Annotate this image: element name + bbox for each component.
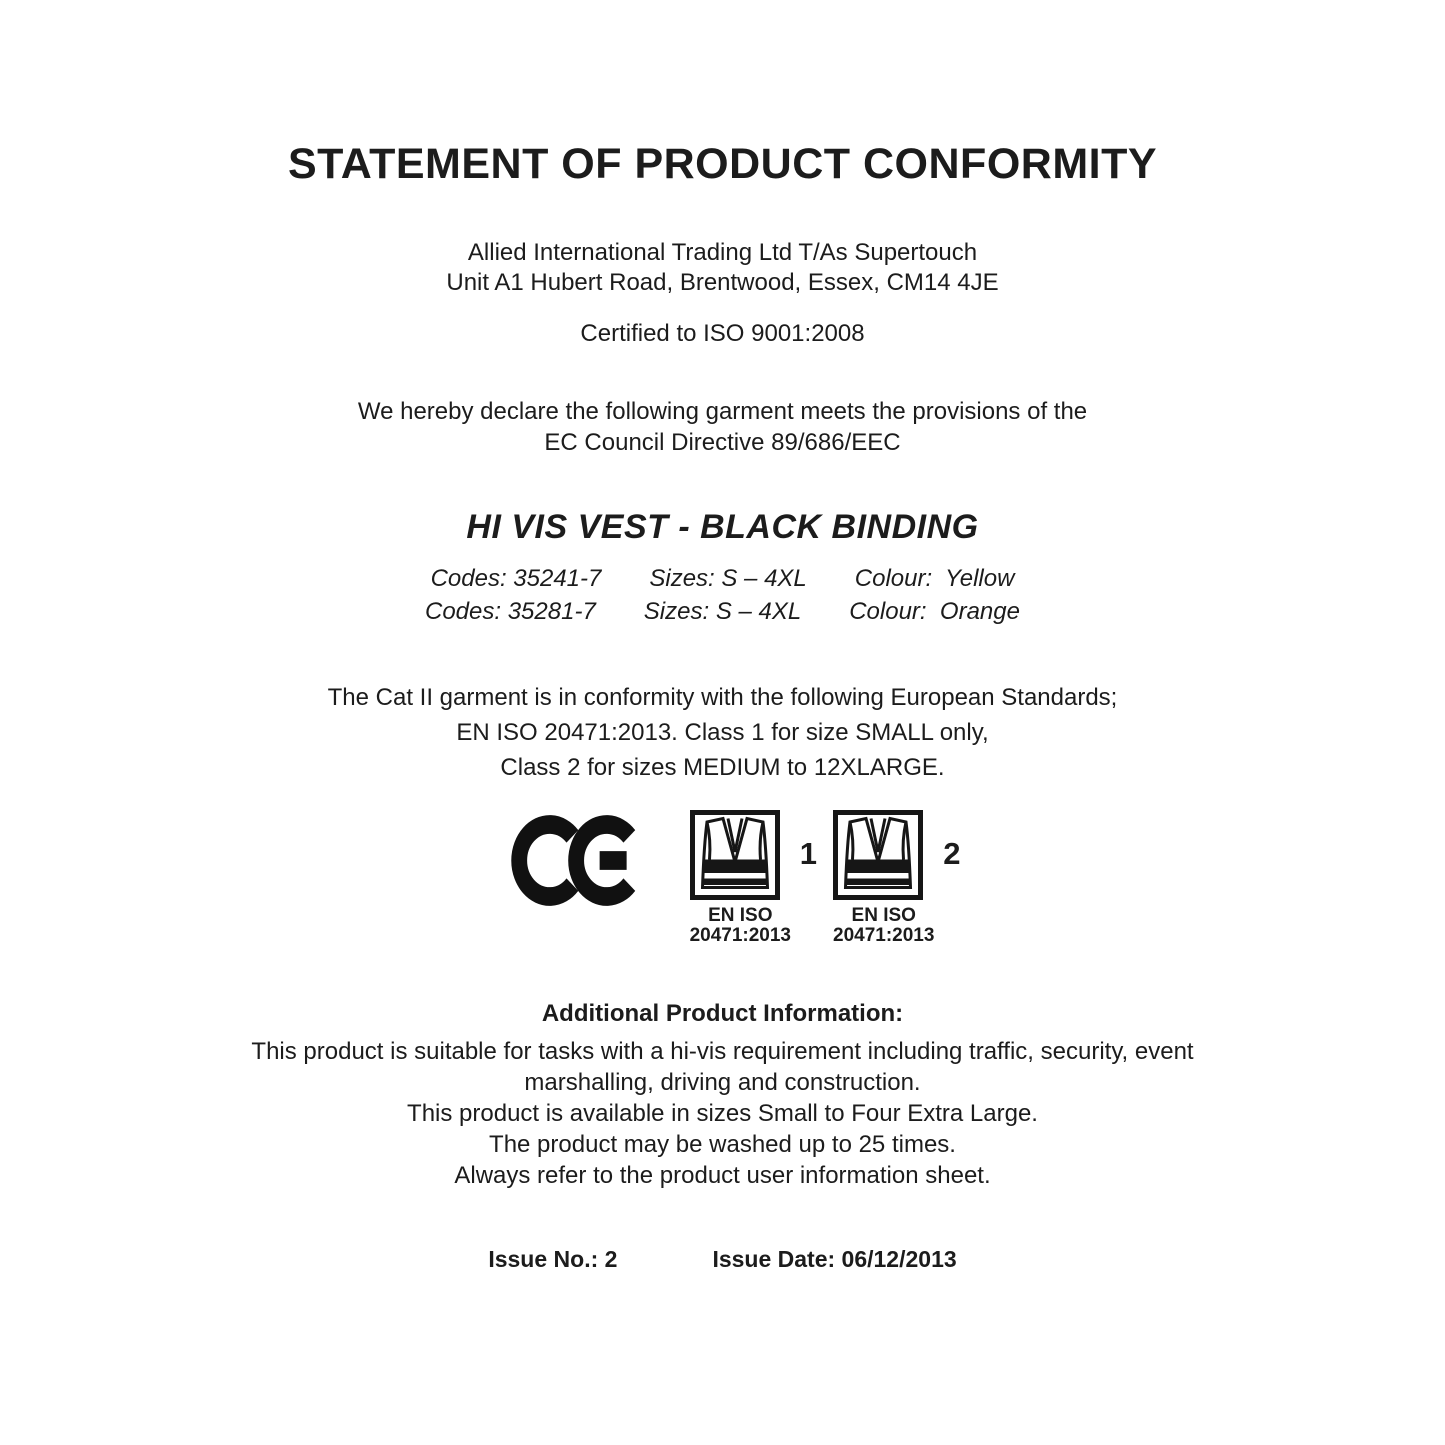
standard-label-line-1: EN ISO bbox=[708, 905, 773, 926]
company-address: Unit A1 Hubert Road, Brentwood, Essex, CM14 4JE bbox=[446, 269, 999, 296]
variant-row-orange bbox=[0, 595, 1445, 628]
product-variants bbox=[0, 562, 1445, 628]
declaration-block bbox=[0, 396, 1445, 458]
additional-info-line-2: marshalling, driving and construction. bbox=[524, 1069, 921, 1096]
product-title: HI VIS VEST - BLACK BINDING bbox=[466, 508, 979, 546]
pictogram-class-2 bbox=[833, 810, 961, 946]
class-number: 2 bbox=[943, 836, 961, 871]
iso-certification-line: Certified to ISO 9001:2008 bbox=[580, 320, 865, 347]
standard-label-line-2: 20471:2013 bbox=[689, 925, 791, 946]
issue-footer bbox=[0, 1246, 1445, 1273]
declaration-line-2: EC Council Directive 89/686/EEC bbox=[544, 429, 901, 456]
additional-info-line-5: Always refer to the product user information sheet. bbox=[454, 1162, 991, 1189]
issue-number: Issue No.: 2 bbox=[488, 1246, 618, 1272]
variant-sizes: Sizes: S – 4XL bbox=[643, 598, 802, 625]
hi-vis-vest-icon bbox=[833, 810, 923, 900]
variant-codes: Codes: 35241-7 bbox=[430, 565, 602, 592]
company-block bbox=[0, 238, 1445, 298]
variant-row-yellow bbox=[0, 562, 1445, 595]
declaration-line-1: We hereby declare the following garment meets the provisions of the bbox=[357, 398, 1088, 425]
class-number: 1 bbox=[799, 836, 817, 871]
standards-line-2: EN ISO 20471:2013. Class 1 for size SMALL only, bbox=[456, 719, 989, 746]
standard-label-line-1: EN ISO bbox=[851, 905, 916, 926]
additional-info-line-4: The product may be washed up to 25 times. bbox=[489, 1131, 956, 1158]
additional-info-line-1: This product is suitable for tasks with a hi-vis requirement including traffic, security, event bbox=[251, 1038, 1194, 1065]
ce-mark-icon bbox=[511, 812, 646, 909]
vest-svg bbox=[695, 815, 775, 895]
additional-info-paragraph bbox=[0, 1036, 1445, 1191]
ce-mark-svg bbox=[511, 812, 646, 909]
additional-info-line-3: This product is available in sizes Small to Four Extra Large. bbox=[407, 1100, 1038, 1127]
standards-line-3: Class 2 for sizes MEDIUM to 12XLARGE. bbox=[500, 754, 945, 781]
additional-info-heading: Additional Product Information: bbox=[541, 1000, 904, 1027]
standards-line-1: The Cat II garment is in conformity with the following European Standards; bbox=[327, 684, 1118, 711]
certification-marks bbox=[0, 810, 1445, 946]
variant-colour: Colour: Orange bbox=[849, 598, 1020, 625]
variant-sizes: Sizes: S – 4XL bbox=[649, 565, 807, 592]
standards-block bbox=[0, 680, 1445, 785]
pictogram-standard-label bbox=[833, 906, 934, 946]
hi-vis-vest-icon bbox=[690, 810, 780, 900]
variant-colour: Colour: Yellow bbox=[854, 565, 1015, 592]
pictogram-standard-label bbox=[690, 906, 791, 946]
pictogram-class-1 bbox=[689, 810, 817, 946]
page-title: STATEMENT OF PRODUCT CONFORMITY bbox=[287, 140, 1158, 188]
company-name: Allied International Trading Ltd T/As Supertouch bbox=[467, 239, 978, 266]
standard-label-line-2: 20471:2013 bbox=[833, 925, 935, 946]
issue-date: Issue Date: 06/12/2013 bbox=[712, 1246, 957, 1272]
variant-codes: Codes: 35281-7 bbox=[425, 598, 596, 625]
vest-svg bbox=[838, 815, 918, 895]
